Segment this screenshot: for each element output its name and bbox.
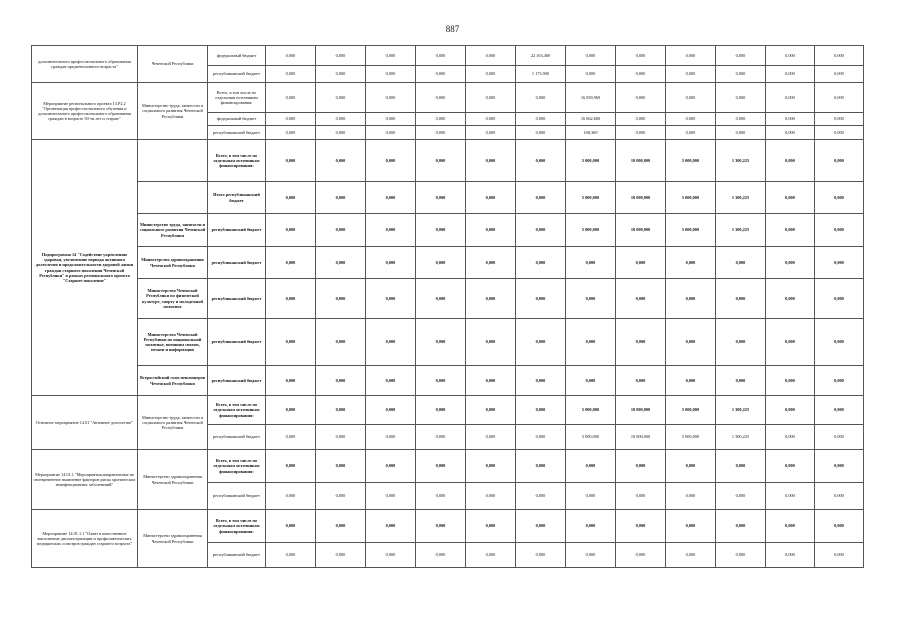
funding-source-cell: республиканский бюджет <box>208 425 266 450</box>
value-cell: 0,000 <box>716 543 766 568</box>
value-cell: 0,000 <box>516 425 566 450</box>
value-cell: 0,000 <box>416 66 466 83</box>
value-cell: 168,369 <box>566 126 616 140</box>
value-cell: 0,000 <box>316 182 366 214</box>
value-cell: 0,000 <box>716 319 766 366</box>
value-cell: 0,000 <box>815 319 864 366</box>
value-cell: 0,000 <box>815 46 864 66</box>
funding-source-cell: федеральный бюджет <box>208 113 266 126</box>
value-cell: 0,000 <box>566 483 616 510</box>
value-cell: 0,000 <box>266 247 316 279</box>
value-cell: 0,000 <box>466 66 516 83</box>
table-row <box>32 396 864 425</box>
value-cell: 10 000,000 <box>616 214 666 247</box>
value-cell: 0,000 <box>466 126 516 140</box>
value-cell: 0,000 <box>716 366 766 396</box>
value-cell: 0,000 <box>815 425 864 450</box>
value-cell: 0,000 <box>616 450 666 483</box>
value-cell: 0,000 <box>815 66 864 83</box>
value-cell: 16 839,969 <box>566 83 616 113</box>
value-cell: 0,000 <box>716 450 766 483</box>
value-cell: 0,000 <box>416 247 466 279</box>
value-cell: 0,000 <box>766 483 815 510</box>
value-cell: 0,000 <box>766 279 815 319</box>
value-cell: 0,000 <box>815 483 864 510</box>
value-cell: 0,000 <box>766 140 815 182</box>
value-cell: 0,000 <box>366 126 416 140</box>
value-cell: 0,000 <box>416 483 466 510</box>
value-cell: 0,000 <box>666 66 716 83</box>
value-cell: 5 000,000 <box>566 425 616 450</box>
value-cell: 0,000 <box>815 450 864 483</box>
value-cell: 0,000 <box>666 113 716 126</box>
value-cell: 0,000 <box>366 140 416 182</box>
table-row <box>32 366 864 396</box>
funding-source-cell: республиканский бюджет <box>208 366 266 396</box>
value-cell: 0,000 <box>616 113 666 126</box>
value-cell: 0,000 <box>416 46 466 66</box>
value-cell: 0,000 <box>766 425 815 450</box>
value-cell: 0,000 <box>266 83 316 113</box>
value-cell: 0,000 <box>616 483 666 510</box>
value-cell: 0,000 <box>466 113 516 126</box>
value-cell: 0,000 <box>266 450 316 483</box>
value-cell: 5 000,000 <box>666 396 716 425</box>
value-cell: 1 300,225 <box>716 214 766 247</box>
value-cell: 1 300,225 <box>716 182 766 214</box>
value-cell: 0,000 <box>366 543 416 568</box>
executor-cell: Министерство труда, занятости и социального развития Чеченской Республики <box>138 396 208 450</box>
value-cell: 0,000 <box>566 66 616 83</box>
value-cell: 0,000 <box>466 83 516 113</box>
value-cell: 0,000 <box>466 182 516 214</box>
value-cell: 0,000 <box>716 279 766 319</box>
value-cell: 0,000 <box>466 279 516 319</box>
value-cell: 0,000 <box>416 113 466 126</box>
value-cell: 5 000,000 <box>666 214 716 247</box>
value-cell: 10 000,000 <box>616 140 666 182</box>
value-cell: 0,000 <box>666 247 716 279</box>
value-cell: 0,000 <box>366 483 416 510</box>
funding-source-cell: республиканский бюджет <box>208 66 266 83</box>
funding-source-cell: республиканский бюджет <box>208 214 266 247</box>
value-cell: 0,000 <box>616 543 666 568</box>
program-name-cell: дополнительного профессионального образования граждан предпенсионного возраста" <box>32 46 138 83</box>
funding-source-cell: Всего, в том числе по отдельным источникам финансирования: <box>208 510 266 543</box>
value-cell: 0,000 <box>516 247 566 279</box>
value-cell: 0,000 <box>815 396 864 425</box>
value-cell: 0,000 <box>516 543 566 568</box>
funding-source-cell: Всего, в том числе по отдельным источникам финансирования: <box>208 83 266 113</box>
value-cell: 0,000 <box>815 113 864 126</box>
table-row <box>32 319 864 366</box>
value-cell: 0,000 <box>366 66 416 83</box>
value-cell: 0,000 <box>266 182 316 214</box>
value-cell: 0,000 <box>366 450 416 483</box>
value-cell: 0,000 <box>416 425 466 450</box>
program-name-cell: Основное мероприятие 14.01 "Активное долголетие" <box>32 396 138 450</box>
value-cell: 0,000 <box>316 247 366 279</box>
value-cell: 0,000 <box>316 83 366 113</box>
value-cell: 0,000 <box>466 510 516 543</box>
value-cell: 0,000 <box>266 214 316 247</box>
value-cell: 0,000 <box>815 279 864 319</box>
value-cell: 0,000 <box>466 425 516 450</box>
value-cell: 0,000 <box>516 214 566 247</box>
value-cell: 0,000 <box>366 319 416 366</box>
value-cell: 0,000 <box>366 113 416 126</box>
value-cell: 0,000 <box>416 543 466 568</box>
value-cell: 22 163,400 <box>516 46 566 66</box>
table-row <box>32 450 864 483</box>
value-cell: 0,000 <box>566 319 616 366</box>
value-cell: 0,000 <box>416 182 466 214</box>
value-cell: 0,000 <box>766 396 815 425</box>
value-cell: 0,000 <box>416 140 466 182</box>
table-row <box>32 46 864 66</box>
executor-cell: Министерство труда, занятости и социального развития Чеченской Республики <box>138 214 208 247</box>
value-cell: 16 662,600 <box>566 113 616 126</box>
value-cell: 0,000 <box>716 66 766 83</box>
value-cell: 0,000 <box>666 483 716 510</box>
value-cell: 0,000 <box>766 450 815 483</box>
value-cell: 0,000 <box>716 46 766 66</box>
value-cell: 0,000 <box>566 450 616 483</box>
value-cell: 0,000 <box>516 279 566 319</box>
funding-source-cell: Всего, в том числе по отдельным источникам финансирования: <box>208 450 266 483</box>
value-cell: 0,000 <box>466 366 516 396</box>
value-cell: 0,000 <box>366 510 416 543</box>
value-cell: 0,000 <box>766 83 815 113</box>
value-cell: 0,000 <box>366 46 416 66</box>
value-cell: 5 000,000 <box>566 214 616 247</box>
executor-cell: Министерство здравоохранения Чеченской Республики <box>138 510 208 568</box>
value-cell: 0,000 <box>316 396 366 425</box>
value-cell: 0,000 <box>666 319 716 366</box>
funding-source-cell: республиканский бюджет <box>208 319 266 366</box>
value-cell: 0,000 <box>266 113 316 126</box>
value-cell: 0,000 <box>815 543 864 568</box>
value-cell: 0,000 <box>466 46 516 66</box>
value-cell: 0,000 <box>815 140 864 182</box>
value-cell: 0,000 <box>716 510 766 543</box>
value-cell: 0,000 <box>766 46 815 66</box>
value-cell: 0,000 <box>416 214 466 247</box>
value-cell: 0,000 <box>766 113 815 126</box>
table-row <box>32 214 864 247</box>
value-cell: 0,000 <box>766 319 815 366</box>
executor-cell <box>138 182 208 214</box>
value-cell: 0,000 <box>516 140 566 182</box>
value-cell: 0,000 <box>266 396 316 425</box>
value-cell: 0,000 <box>815 510 864 543</box>
value-cell: 0,000 <box>616 247 666 279</box>
table-row <box>32 247 864 279</box>
value-cell: 0,000 <box>366 366 416 396</box>
funding-source-cell: Всего, в том числе по отдельным источникам финансирования: <box>208 396 266 425</box>
value-cell: 0,000 <box>416 83 466 113</box>
executor-cell: Министерство Чеченской Республики по национальной политике, внешним связям, печати и информации <box>138 319 208 366</box>
value-cell: 0,000 <box>516 510 566 543</box>
value-cell: 0,000 <box>815 182 864 214</box>
value-cell: 5 000,000 <box>666 140 716 182</box>
value-cell: 0,000 <box>666 126 716 140</box>
value-cell: 0,000 <box>666 46 716 66</box>
value-cell: 0,000 <box>266 140 316 182</box>
executor-cell <box>138 140 208 182</box>
value-cell: 0,000 <box>316 366 366 396</box>
value-cell: 0,000 <box>815 214 864 247</box>
value-cell: 0,000 <box>516 182 566 214</box>
value-cell: 10 000,000 <box>616 182 666 214</box>
funding-source-cell: федеральный бюджет <box>208 46 266 66</box>
value-cell: 0,000 <box>616 366 666 396</box>
value-cell: 0,000 <box>766 247 815 279</box>
value-cell: 0,000 <box>466 396 516 425</box>
value-cell: 0,000 <box>516 396 566 425</box>
value-cell: 0,000 <box>266 366 316 396</box>
value-cell: 0,000 <box>416 126 466 140</box>
value-cell: 0,000 <box>266 66 316 83</box>
value-cell: 0,000 <box>466 450 516 483</box>
value-cell: 0,000 <box>766 510 815 543</box>
value-cell: 10 000,000 <box>616 425 666 450</box>
value-cell: 0,000 <box>566 279 616 319</box>
value-cell: 5 000,000 <box>566 396 616 425</box>
value-cell: 0,000 <box>616 279 666 319</box>
value-cell: 0,000 <box>316 510 366 543</box>
value-cell: 0,000 <box>316 140 366 182</box>
value-cell: 0,000 <box>666 279 716 319</box>
funding-source-cell: Всего, в том числе по отдельным источникам финансирования: <box>208 140 266 182</box>
value-cell: 0,000 <box>316 425 366 450</box>
value-cell: 0,000 <box>366 396 416 425</box>
value-cell: 0,000 <box>266 46 316 66</box>
program-name-cell: Мероприятие регионального проекта 13.P2.2 "Организация профессионального обучения и дополнительного профессионального образования граждан в возрасте 50-ти лет и старше" <box>32 83 138 140</box>
value-cell: 0,000 <box>466 543 516 568</box>
value-cell: 0,000 <box>516 319 566 366</box>
value-cell: 10 000,000 <box>616 396 666 425</box>
value-cell: 1 173,900 <box>516 66 566 83</box>
executor-cell: Чеченской Республики <box>138 46 208 83</box>
value-cell: 0,000 <box>316 279 366 319</box>
value-cell: 5 000,000 <box>566 182 616 214</box>
value-cell: 0,000 <box>566 247 616 279</box>
page-number: 887 <box>445 24 460 34</box>
value-cell: 0,000 <box>766 366 815 396</box>
value-cell: 0,000 <box>516 126 566 140</box>
value-cell: 0,000 <box>766 182 815 214</box>
value-cell: 0,000 <box>316 126 366 140</box>
value-cell: 0,000 <box>815 83 864 113</box>
value-cell: 0,000 <box>766 66 815 83</box>
value-cell: 0,000 <box>616 46 666 66</box>
value-cell: 0,000 <box>266 483 316 510</box>
value-cell: 0,000 <box>516 483 566 510</box>
value-cell: 0,000 <box>616 66 666 83</box>
executor-cell: Всероссийский союз пенсионеров Чеченской Республики <box>138 366 208 396</box>
value-cell: 0,000 <box>366 279 416 319</box>
value-cell: 0,000 <box>416 366 466 396</box>
value-cell: 0,000 <box>516 113 566 126</box>
value-cell: 0,000 <box>516 366 566 396</box>
value-cell: 0,000 <box>366 247 416 279</box>
value-cell: 0,000 <box>616 83 666 113</box>
value-cell: 1 300,225 <box>716 396 766 425</box>
value-cell: 0,000 <box>566 543 616 568</box>
value-cell: 0,000 <box>815 366 864 396</box>
value-cell: 0,000 <box>266 279 316 319</box>
funding-source-cell: республиканский бюджет <box>208 247 266 279</box>
value-cell: 0,000 <box>666 543 716 568</box>
value-cell: 0,000 <box>416 450 466 483</box>
value-cell: 1 300,225 <box>716 425 766 450</box>
value-cell: 0,000 <box>266 126 316 140</box>
value-cell: 0,000 <box>616 319 666 366</box>
value-cell: 5 000,000 <box>666 425 716 450</box>
table-row <box>32 83 864 113</box>
value-cell: 0,000 <box>716 126 766 140</box>
funding-source-cell: республиканский бюджет <box>208 483 266 510</box>
value-cell: 0,000 <box>716 247 766 279</box>
value-cell: 0,000 <box>366 83 416 113</box>
value-cell: 0,000 <box>815 126 864 140</box>
value-cell: 0,000 <box>466 140 516 182</box>
value-cell: 0,000 <box>666 83 716 113</box>
program-name-cell: Подпрограмма 14 "Содействие укреплению здоровья, увеличению периода активного долголетия и продолжительности здоровой жизни граждан старшего поколения Чеченской Республики" в рамках регионального проекта "Старшее поколение" <box>32 140 138 396</box>
value-cell: 0,000 <box>416 319 466 366</box>
value-cell: 0,000 <box>666 450 716 483</box>
executor-cell: Министерство здравоохранения Чеченской Республики <box>138 247 208 279</box>
value-cell: 0,000 <box>815 247 864 279</box>
value-cell: 0,000 <box>766 543 815 568</box>
budget-table <box>31 45 864 568</box>
value-cell: 0,000 <box>316 483 366 510</box>
program-name-cell: Мероприятие 14.01.1 "Мероприятия,направленные на своевременное выявление факторов риска хронических неинфекционных заболеваний" <box>32 450 138 510</box>
executor-cell: Министерство Чеченской Республики по физической культуре, спорту и молодежной политике <box>138 279 208 319</box>
value-cell: 0,000 <box>366 182 416 214</box>
value-cell: 0,000 <box>416 510 466 543</box>
value-cell: 0,000 <box>266 543 316 568</box>
value-cell: 0,000 <box>566 46 616 66</box>
value-cell: 0,000 <box>466 247 516 279</box>
value-cell: 0,000 <box>616 126 666 140</box>
value-cell: 0,000 <box>516 450 566 483</box>
value-cell: 0,000 <box>416 396 466 425</box>
value-cell: 0,000 <box>316 46 366 66</box>
executor-cell: Министерство труда, занятости и социального развития Чеченской Республики <box>138 83 208 140</box>
program-name-cell: Мероприятие 14.01.1.1 "Охват в качественное выполнение диспансеризации и профилактических медицинских осмотров граждан старшего возраста" <box>32 510 138 568</box>
value-cell: 5 000,000 <box>566 140 616 182</box>
value-cell: 0,000 <box>366 425 416 450</box>
funding-source-cell: Итого республиканский бюджет <box>208 182 266 214</box>
value-cell: 0,000 <box>716 483 766 510</box>
value-cell: 0,000 <box>316 66 366 83</box>
funding-source-cell: республиканский бюджет <box>208 279 266 319</box>
value-cell: 1 300,225 <box>716 140 766 182</box>
executor-cell: Министерство здравоохранения Чеченской Республики <box>138 450 208 510</box>
value-cell: 0,000 <box>316 113 366 126</box>
value-cell: 0,000 <box>266 425 316 450</box>
value-cell: 0,000 <box>416 279 466 319</box>
value-cell: 0,000 <box>666 510 716 543</box>
value-cell: 0,000 <box>316 450 366 483</box>
value-cell: 0,000 <box>466 214 516 247</box>
value-cell: 0,000 <box>316 319 366 366</box>
value-cell: 0,000 <box>366 214 416 247</box>
value-cell: 0,000 <box>266 510 316 543</box>
value-cell: 0,000 <box>266 319 316 366</box>
funding-source-cell: республиканский бюджет <box>208 543 266 568</box>
value-cell: 0,000 <box>566 366 616 396</box>
table-row <box>32 140 864 182</box>
value-cell: 0,000 <box>316 543 366 568</box>
table-row <box>32 182 864 214</box>
value-cell: 0,000 <box>766 214 815 247</box>
table-row <box>32 279 864 319</box>
value-cell: 0,000 <box>716 83 766 113</box>
value-cell: 0,000 <box>716 113 766 126</box>
value-cell: 0,000 <box>766 126 815 140</box>
value-cell: 0,000 <box>616 510 666 543</box>
value-cell: 0,000 <box>566 510 616 543</box>
value-cell: 0,000 <box>666 366 716 396</box>
value-cell: 0,000 <box>466 483 516 510</box>
value-cell: 0,000 <box>516 83 566 113</box>
value-cell: 0,000 <box>316 214 366 247</box>
funding-source-cell: республиканский бюджет <box>208 126 266 140</box>
value-cell: 0,000 <box>466 319 516 366</box>
table-row <box>32 510 864 543</box>
value-cell: 5 000,000 <box>666 182 716 214</box>
